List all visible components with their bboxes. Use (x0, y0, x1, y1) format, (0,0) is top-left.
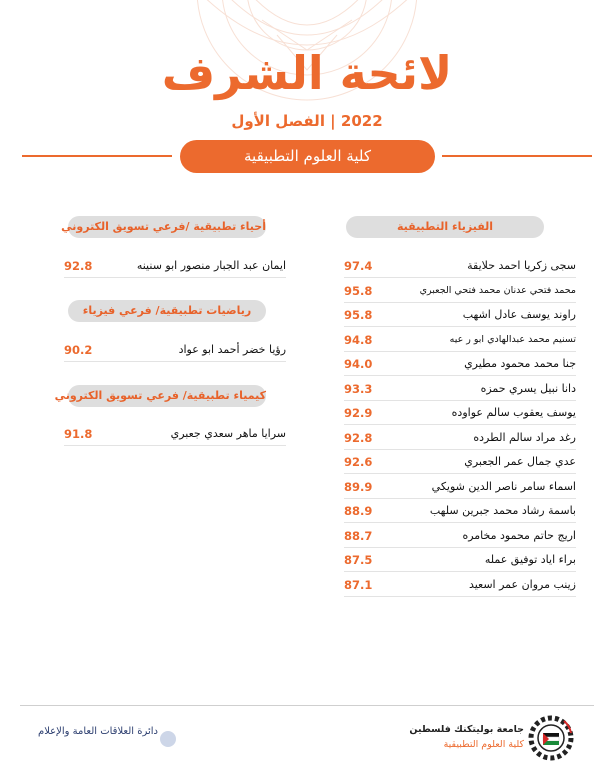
row-divider (344, 473, 576, 474)
row-divider (344, 424, 576, 425)
row-divider (64, 361, 286, 362)
row-divider (344, 277, 576, 278)
student-name: يوسف يعقوب سالم عواوده (451, 406, 576, 419)
student-score: 91.8 (64, 427, 93, 441)
row-divider (344, 498, 576, 499)
student-name: اريج حاتم محمود مخامره (462, 529, 576, 542)
student-score: 89.9 (344, 480, 373, 494)
student-name: ايمان عبد الجبار منصور ابو سنينه (136, 259, 286, 272)
row-divider (344, 302, 576, 303)
student-name: رغد مراد سالم الطرده (473, 431, 576, 444)
list-item (344, 256, 576, 276)
list-item (344, 477, 576, 497)
section-title-applied-physics: الفيزياء التطبيقية (346, 216, 544, 238)
footer-college-name: كلية العلوم التطبيقية (443, 739, 524, 750)
student-score: 95.8 (344, 284, 373, 298)
student-score: 87.5 (344, 553, 373, 567)
student-name: راوند يوسف عادل اشهب (462, 308, 576, 321)
section-title-biology: أحياء تطبيقية /فرعي تسويق الكتروني (68, 216, 266, 238)
student-score: 95.8 (344, 308, 373, 322)
row-divider (64, 277, 286, 278)
list-item (344, 281, 576, 301)
list-item (344, 452, 576, 472)
student-name: عدي جمال عمر الجعبري (464, 455, 576, 468)
list-item (344, 354, 576, 374)
student-score: 88.7 (344, 529, 373, 543)
student-name: جنا محمد محمود مطيري (464, 357, 576, 370)
student-score: 92.8 (64, 259, 93, 273)
list-item (64, 340, 286, 360)
student-score: 87.1 (344, 578, 373, 592)
row-divider (344, 351, 576, 352)
list-item (344, 330, 576, 350)
row-divider (344, 326, 576, 327)
footer-divider (20, 705, 594, 706)
row-divider (344, 449, 576, 450)
student-name: سرايا ماهر سعدي جعبري (170, 427, 286, 440)
row-divider (344, 522, 576, 523)
list-item (344, 575, 576, 595)
divider-right (442, 155, 592, 157)
list-item (344, 403, 576, 423)
student-name: تسنيم محمد عبدالهادي ابو ر عيه (449, 334, 576, 345)
student-name: زينب مروان عمر اسعيد (468, 578, 576, 591)
university-logo-icon (528, 715, 574, 761)
divider-left (22, 155, 172, 157)
student-name: باسمة رشاد محمد جبرين سلهب (429, 504, 576, 517)
student-score: 92.9 (344, 406, 373, 420)
row-divider (344, 375, 576, 376)
college-banner: كلية العلوم التطبيقية (180, 140, 435, 173)
student-score: 92.8 (344, 431, 373, 445)
student-name: سجى زكريا احمد حلايقة (467, 259, 576, 272)
university-name: جامعة بوليتكنك فلسطين (409, 724, 524, 735)
student-name: دانا نبيل يسري حمزه (480, 382, 576, 395)
list-item (344, 550, 576, 570)
list-item (344, 379, 576, 399)
student-score: 88.9 (344, 504, 373, 518)
student-score: 94.8 (344, 333, 373, 347)
student-score: 92.6 (344, 455, 373, 469)
student-name: اسماء سامر ناصر الدين شويكي (431, 480, 576, 493)
list-item (344, 526, 576, 546)
semester-label: 2022 | الفصل الأول (231, 112, 383, 130)
student-score: 90.2 (64, 343, 93, 357)
list-item (344, 501, 576, 521)
department-name: دائرة العلاقات العامة والإعلام (38, 726, 159, 737)
section-title-mathematics: رياضيات تطبيقية/ فرعي فيزياء (68, 300, 266, 322)
student-score: 93.3 (344, 382, 373, 396)
decorative-dot (160, 731, 176, 747)
row-divider (344, 571, 576, 572)
list-item (64, 424, 286, 444)
student-name: محمد فتحي عدنان محمد فتحي الجعبري (419, 285, 576, 296)
student-name: براء اياد توفيق عمله (484, 553, 576, 566)
student-name: رؤيا خضر أحمد ابو عواد (178, 343, 286, 356)
row-divider (344, 400, 576, 401)
list-item (64, 256, 286, 276)
row-divider (344, 547, 576, 548)
list-item (344, 305, 576, 325)
row-divider (344, 596, 576, 597)
student-score: 97.4 (344, 259, 373, 273)
student-score: 94.0 (344, 357, 373, 371)
row-divider (64, 445, 286, 446)
page-title: لائحة الشرف (161, 46, 453, 100)
list-item (344, 428, 576, 448)
section-title-chemistry: كيمياء تطبيقية/ فرعي تسويق الكتروني (68, 385, 266, 407)
